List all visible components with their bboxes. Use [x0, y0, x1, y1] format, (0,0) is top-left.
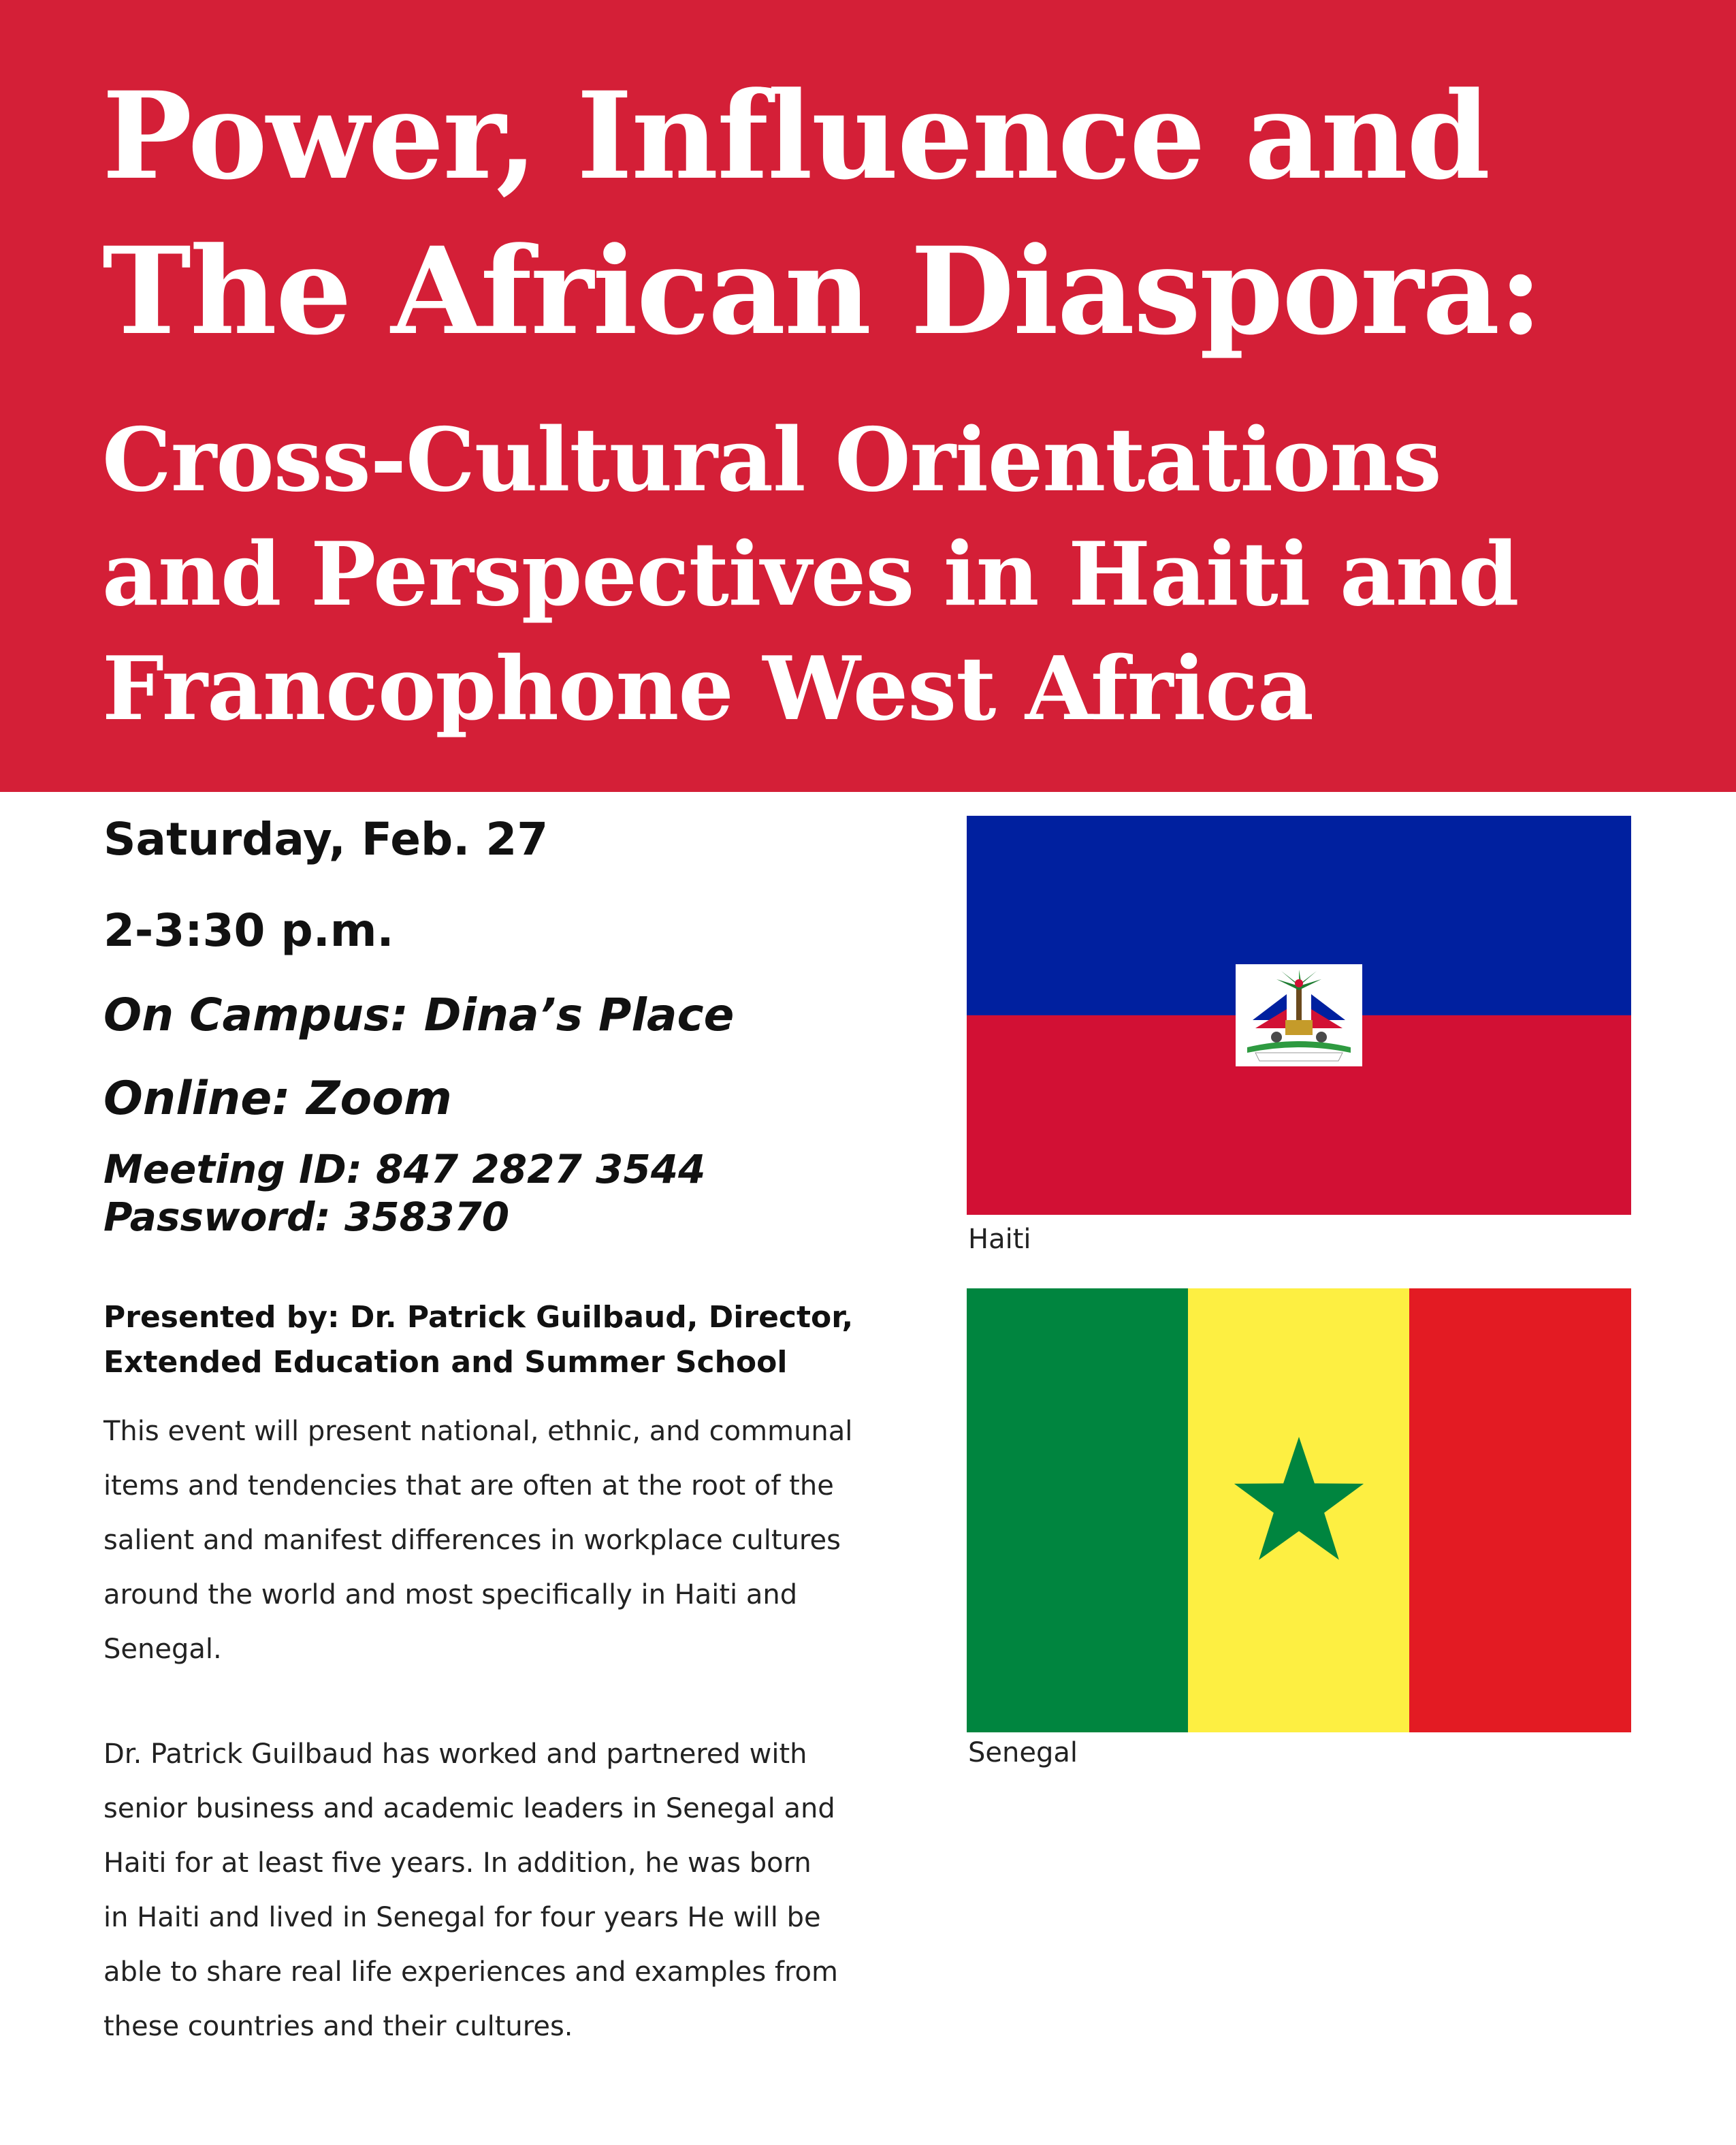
subtitle-line-1: Cross-Cultural Orientations	[102, 409, 1441, 511]
title-line-2: The African Diaspora:	[102, 221, 1542, 362]
haiti-flag-image	[967, 816, 1631, 1215]
senegal-caption: Senegal	[968, 1737, 1078, 1768]
description-line: Senegal.	[103, 1634, 222, 1665]
description-line: able to share real life experiences and examples from	[103, 1956, 838, 1988]
description-line: Dr. Patrick Guilbaud has worked and partnered with	[103, 1738, 807, 1770]
event-location-online: Online: Zoom	[103, 1072, 452, 1126]
description-line: items and tendencies that are often at the root of the	[103, 1470, 834, 1502]
senegal-flag-green-band	[967, 1288, 1189, 1732]
description-line: Haiti for at least five years. In addition, he was born	[103, 1847, 811, 1879]
haiti-caption: Haiti	[968, 1224, 1031, 1255]
presenter-line: Extended Education and Summer School	[103, 1345, 788, 1380]
description-line: senior business and academic leaders in Senegal and	[103, 1793, 835, 1824]
zoom-password: Password: 358370	[103, 1194, 510, 1240]
haiti-coat-of-arms-icon	[1236, 964, 1362, 1066]
description-line: This event will present national, ethnic, and communal	[103, 1416, 853, 1447]
event-time: 2-3:30 p.m.	[103, 904, 394, 957]
presenter-line: Presented by: Dr. Patrick Guilbaud, Director,	[103, 1300, 854, 1335]
zoom-meeting-id: Meeting ID: 847 2827 3544	[103, 1146, 706, 1192]
senegal-flag-red-band	[1409, 1288, 1631, 1732]
presenter-block	[103, 1295, 853, 1385]
description-line: salient and manifest differences in workplace cultures	[103, 1525, 841, 1556]
subtitle-line-3: Francophone West Africa	[102, 638, 1313, 740]
event-location-campus: On Campus: Dina’s Place	[103, 989, 735, 1041]
senegal-flag-image	[967, 1288, 1631, 1732]
title-banner	[0, 0, 1736, 792]
description-paragraph-2	[103, 1727, 838, 2054]
description-line: these countries and their cultures.	[103, 2011, 573, 2042]
subtitle-line-2: and Perspectives in Haiti and	[102, 524, 1519, 626]
description-line: around the world and most specifically in Haiti and	[103, 1579, 798, 1610]
description-paragraph-1	[103, 1404, 852, 1677]
title-line-1: Power, Influence and	[102, 65, 1490, 206]
event-date: Saturday, Feb. 27	[103, 813, 549, 865]
description-line: in Haiti and lived in Senegal for four years He will be	[103, 1902, 821, 1933]
